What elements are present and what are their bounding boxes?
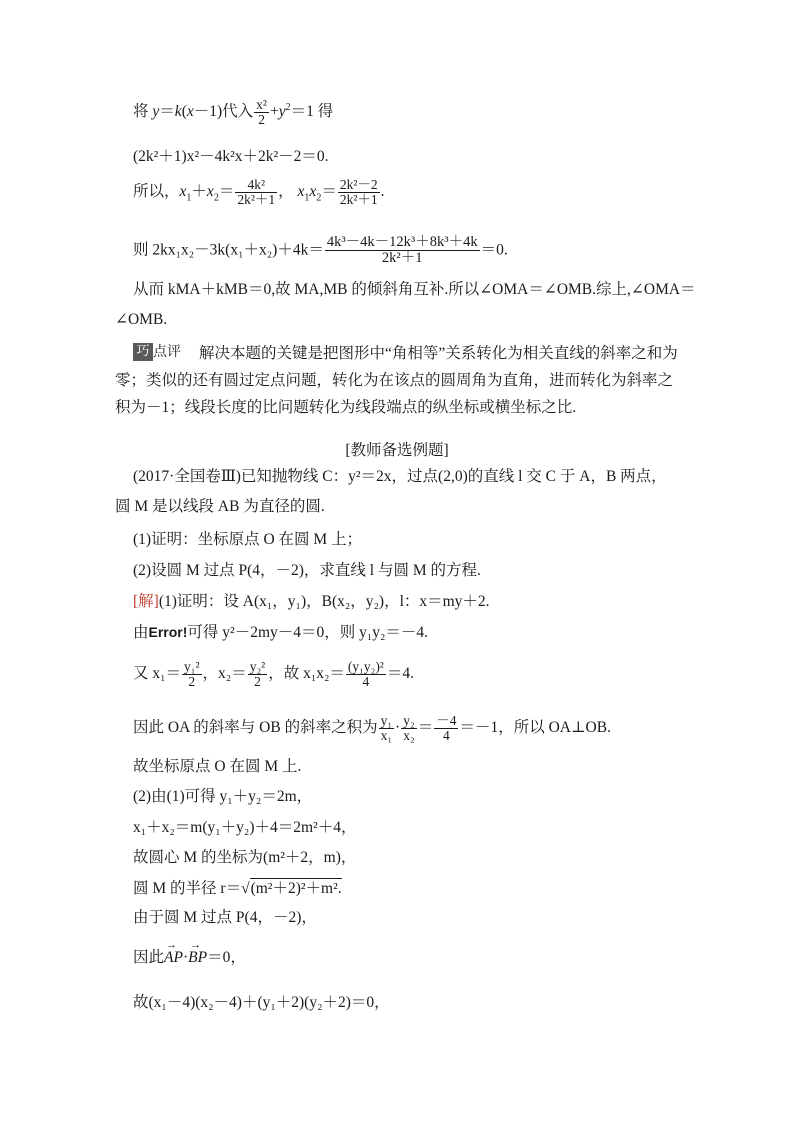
solution-line-9: 圆 M 的半径 r＝√(m²＋2)²＋m². [133,880,342,897]
numerator: 4k³－4k－12k³＋8k³＋4k [326,234,478,250]
fraction-product [338,178,380,207]
var: x [186,103,194,121]
text: 圆 M 的半径 r＝ [133,880,242,897]
text: + [269,103,279,121]
fraction-sum [235,178,277,207]
vector-ap: → AP [164,948,183,968]
numerator: y₁² [184,659,200,674]
radicand: (m²＋2)²＋m². [250,880,342,897]
denominator: 4 [346,674,386,689]
numerator: 2k²－2 [339,177,378,192]
text: ＝ [159,103,175,121]
fraction [325,235,480,266]
solution-line-10: 由于圆 M 过点 P(4，－2)， [133,909,317,926]
numerator: y₂² [249,659,266,674]
comment-block [115,340,680,421]
denominator: 2 [182,674,202,689]
equation-quadratic: (2k²＋1)x²－4k²x＋2k²－2＝0. [133,148,329,165]
text: 又 x₁＝ [133,665,182,683]
text: ＝0. [480,241,508,259]
numerator: 4k² [247,177,266,192]
solution-line-4: 因此 OA 的斜率与 OB 的斜率之积为 $\frac{\text{y₁}}{\text{x₁}}$ · $\frac{\text{y₂}}{\text{x₂}}$ ＝ $\frac{-4}{4}$ ＝－1，所以 OA⊥OB. [133,713,611,744]
denominator: x₁ [380,728,393,744]
denominator: 2 [248,674,268,689]
text: 因此 [133,949,165,966]
text: 可得 y²－2my－4＝0，则 y₁y₂＝－4. [187,624,429,641]
text: ＝－1，所以 OA⊥OB. [459,719,611,737]
solution-line-3 [133,660,414,689]
solution-line-1 [133,592,490,612]
fraction [379,714,394,743]
text: ＝4. [386,665,414,683]
badge-icon: 巧 [133,343,153,361]
badge-label: 点评 [153,344,181,360]
fraction [401,714,416,743]
text: ，x₂＝ [202,665,247,683]
text: 因此 OA 的斜率与 OB 的斜率之积为 [133,719,378,737]
equation-slope-sum [133,235,508,266]
solution-line-6: (2)由(1)可得 y₁＋y₂＝2m， [133,788,313,805]
numerator: －4 [436,713,457,728]
denominator: x₂ [403,728,415,744]
problem-line-1: (2017·全国卷Ⅲ)已知抛物线 C：y²＝2x，过点(2,0)的直线 l 交 C 于 A，B 两点， [133,468,667,485]
solution-line-5: 故坐标原点 O 在圆 M 上. [133,758,302,775]
comment-badge [133,343,185,361]
denominator: 2 [254,112,269,127]
solution-line-11 [133,948,246,968]
text: ＝1 得 [290,103,334,121]
text: 则 2kx₁x₂－3k(x₁＋x₂)＋4k＝ [133,241,324,259]
section-title: [教师备选例题] [345,442,449,459]
equation-vieta: 所以，$x_1+x_2=$ $\frac{\text{4k²}}{\text{2k²＋1}}$ ， $x_1x_2=$ $\frac{\text{2k²－2}}{\text{2k²＋1}}$ . [133,177,385,208]
numerator: y₂ [403,713,415,728]
text: ＝ [417,719,434,737]
problem-line-2: 圆 M 是以线段 AB 为直径的圆. [115,498,325,515]
denominator: 2k²＋1 [339,192,378,208]
text: 所以， [133,183,180,201]
fraction [434,714,458,743]
conclusion-line: 从而 kMA＋kMB＝0,故 MA,MB 的倾斜角互补.所以∠OMA＝∠OMB.综上,∠OMA＝ [133,281,696,298]
fraction [248,660,268,689]
conclusion-line-end: ∠OMB. [115,311,168,328]
fraction [182,660,202,689]
denominator: 4 [434,728,458,743]
denominator: 2k²＋1 [325,250,480,266]
problem-question-1: (1)证明：坐标原点 O 在圆 M 上； [133,531,363,548]
var: y [278,103,286,121]
denominator: 2k²＋1 [237,192,276,208]
numerator: (y₁y₂)² [347,659,384,674]
equation-substitution [133,98,333,127]
dot-operator: · [182,949,189,966]
text: 由 [133,624,149,641]
var: y [152,103,160,121]
solution-tag: [解] [133,593,159,610]
problem-question-2: (2)设圆 M 过点 P(4，－2)，求直线 l 与圆 M 的方程. [133,562,481,579]
text: 将 [133,103,153,121]
fraction [254,98,269,127]
error-text: Error! [148,624,188,640]
text: ( [181,103,187,121]
numerator: x² [256,97,267,112]
vector-bp: → BP [188,948,207,968]
text: ＝0， [207,949,246,966]
solution-line-12: 故(x₁－4)(x₂－4)＋(y₁＋2)(y₂＋2)＝0， [133,994,390,1011]
comment-text: 解决本题的关键是把图形中“角相等”关系转化为相关直线的斜率之和为零；类似的还有圆过定点问题，转化为在该点的圆周角为直角，进而转化为斜率之积为－1；线段长度的比问题转化为线段端点的纵坐标或横坐标之比. [115,345,678,416]
text: ，故 x₁x₂＝ [268,665,345,683]
solution-line-7: x₁＋x₂＝m(y₁＋y₂)＋4＝2m²＋4， [133,819,357,836]
solution-line-2 [133,622,428,643]
numerator: y₁ [380,713,393,728]
text: －1)代入 [193,103,254,121]
fraction [346,660,386,689]
solution-line-8: 故圆心 M 的坐标为(m²＋2，m)， [133,849,357,866]
exponent: 2 [285,102,291,114]
text: (1)证明：设 A(x₁，y₁)，B(x₂，y₂)，l：x＝my＋2. [158,593,490,610]
var: k [174,103,182,121]
